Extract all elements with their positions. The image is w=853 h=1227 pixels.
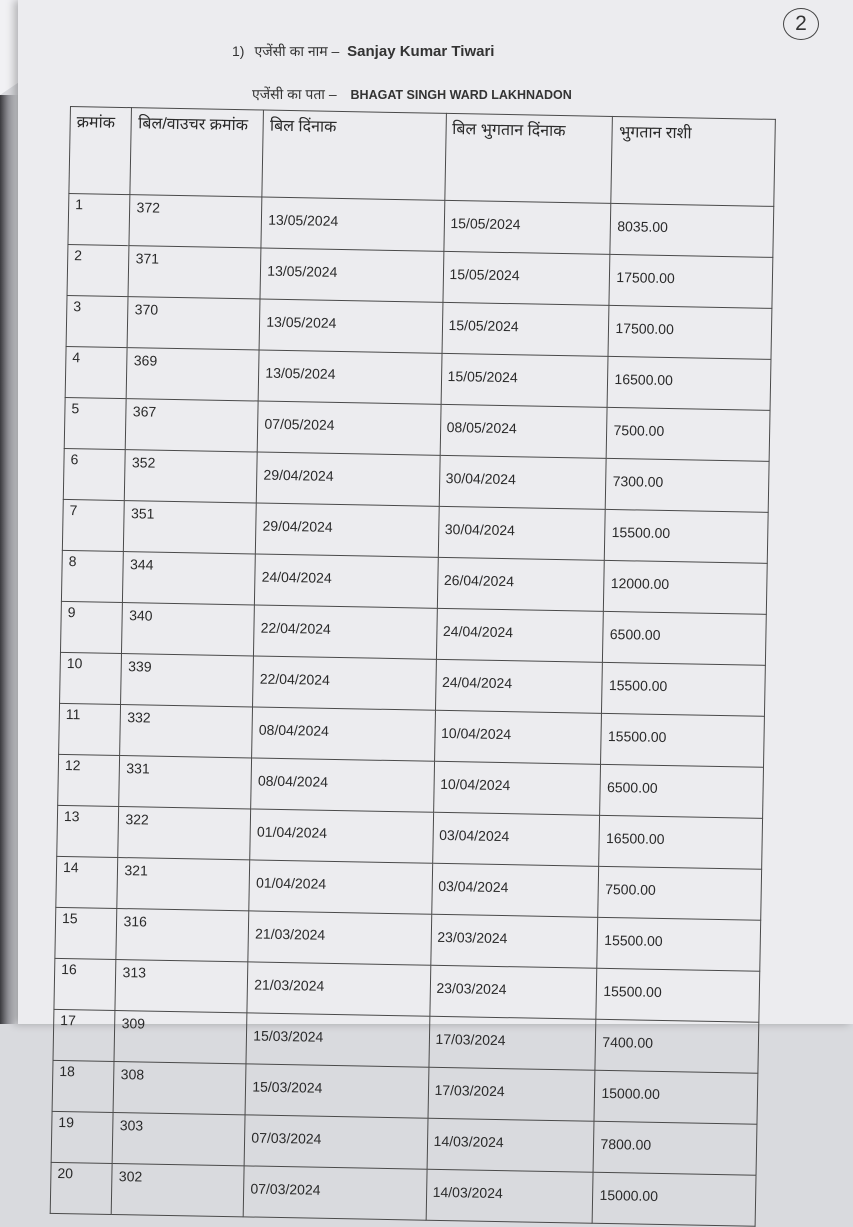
amount-cell: 7500.00 — [607, 407, 770, 461]
header-serial: क्रमांक — [69, 107, 132, 195]
amount-cell: 6500.00 — [603, 611, 766, 665]
bill-number-cell: 313 — [115, 959, 248, 1012]
bill-number-cell: 367 — [126, 399, 259, 452]
bill-date-cell: 29/04/2024 — [256, 503, 439, 557]
header-amount: भुगतान राशी — [611, 116, 775, 206]
item-index: 1) — [232, 43, 245, 59]
amount-cell: 7400.00 — [595, 1019, 758, 1073]
payment-date-cell: 17/03/2024 — [428, 1067, 596, 1121]
amount-cell: 15500.00 — [605, 509, 768, 563]
amount-cell: 7800.00 — [593, 1121, 756, 1175]
amount-cell: 15500.00 — [596, 968, 759, 1022]
bill-number-cell: 351 — [124, 501, 257, 554]
amount-cell: 17500.00 — [608, 305, 771, 359]
bill-number-cell: 316 — [116, 909, 249, 962]
payment-date-cell: 30/04/2024 — [438, 506, 606, 560]
bill-date-cell: 13/05/2024 — [260, 248, 443, 302]
serial-cell: 3 — [66, 295, 128, 347]
bill-date-cell: 15/03/2024 — [245, 1064, 428, 1118]
bill-date-cell: 22/04/2024 — [253, 656, 436, 710]
header-payment-date: बिल भुगतान दिंनाक — [444, 113, 612, 203]
serial-cell: 1 — [68, 193, 130, 245]
serial-cell: 6 — [63, 448, 125, 500]
amount-cell: 15500.00 — [597, 917, 760, 971]
amount-cell: 7500.00 — [598, 866, 761, 920]
bill-date-cell: 07/05/2024 — [257, 401, 440, 455]
serial-cell: 14 — [56, 856, 118, 908]
payment-date-cell: 10/04/2024 — [434, 710, 602, 764]
payment-date-cell: 03/04/2024 — [432, 812, 600, 866]
amount-cell: 12000.00 — [604, 560, 767, 614]
bill-number-cell: 339 — [121, 654, 254, 707]
payment-date-cell: 03/04/2024 — [431, 863, 599, 917]
payment-table-wrapper — [50, 106, 776, 1227]
bill-number-cell: 340 — [122, 603, 255, 656]
payment-date-cell: 14/03/2024 — [426, 1169, 594, 1223]
bill-number-cell: 321 — [117, 858, 250, 911]
bill-date-cell: 13/05/2024 — [258, 350, 441, 404]
bill-date-cell: 08/04/2024 — [252, 707, 435, 761]
serial-cell: 13 — [57, 805, 119, 857]
bill-number-cell: 369 — [127, 348, 260, 401]
bill-number-cell: 302 — [112, 1163, 245, 1216]
bill-date-cell: 07/03/2024 — [243, 1166, 426, 1220]
bill-number-cell: 372 — [129, 195, 262, 248]
payment-date-cell: 30/04/2024 — [439, 455, 607, 509]
amount-cell: 6500.00 — [600, 764, 763, 818]
serial-cell: 18 — [52, 1060, 114, 1112]
payment-date-cell: 10/04/2024 — [433, 761, 601, 815]
bill-date-cell: 07/03/2024 — [244, 1115, 427, 1169]
amount-cell: 15500.00 — [601, 713, 764, 767]
amount-cell: 15000.00 — [593, 1172, 756, 1226]
bill-date-cell: 21/03/2024 — [247, 962, 430, 1016]
table-header-row — [69, 107, 775, 207]
bill-date-cell: 01/04/2024 — [250, 809, 433, 863]
payment-date-cell: 15/05/2024 — [443, 200, 611, 254]
bill-number-cell: 308 — [114, 1061, 247, 1114]
bill-number-cell: 370 — [128, 297, 261, 350]
amount-cell: 15500.00 — [602, 662, 765, 716]
header-bill-number: बिल/वाउचर क्रमांक — [130, 108, 263, 197]
amount-cell: 16500.00 — [608, 356, 771, 410]
amount-cell: 7300.00 — [606, 458, 769, 512]
bill-number-cell: 332 — [120, 705, 253, 758]
bill-date-cell: 13/05/2024 — [259, 299, 442, 353]
bill-date-cell: 21/03/2024 — [248, 911, 431, 965]
bill-number-cell: 344 — [123, 552, 256, 605]
serial-cell: 8 — [61, 550, 123, 602]
payment-date-cell: 15/05/2024 — [442, 302, 610, 356]
payment-date-cell: 24/04/2024 — [436, 608, 604, 662]
payment-date-cell: 24/04/2024 — [435, 659, 603, 713]
bill-date-cell: 15/03/2024 — [246, 1013, 429, 1067]
bill-number-cell: 331 — [119, 756, 252, 809]
agency-address: BHAGAT SINGH WARD LAKHNADON — [350, 88, 572, 102]
serial-cell: 15 — [55, 907, 117, 959]
header-bill-date: बिल दिंनाक — [262, 110, 446, 200]
bill-number-cell: 322 — [118, 807, 251, 860]
bill-number-cell: 371 — [129, 246, 262, 299]
serial-cell: 2 — [67, 244, 129, 296]
bill-date-cell: 08/04/2024 — [251, 758, 434, 812]
payment-date-cell: 15/05/2024 — [442, 251, 610, 305]
amount-cell: 15000.00 — [594, 1070, 757, 1124]
payment-date-cell: 23/03/2024 — [429, 965, 597, 1019]
serial-cell: 11 — [59, 703, 121, 755]
bill-number-cell: 303 — [113, 1112, 246, 1165]
agency-name-label: एजेंसी का नाम – — [254, 43, 340, 59]
bill-date-cell: 29/04/2024 — [257, 452, 440, 506]
payment-date-cell: 23/03/2024 — [430, 914, 598, 968]
serial-cell: 9 — [60, 601, 122, 653]
agency-address-line — [252, 85, 572, 104]
serial-cell: 12 — [58, 754, 120, 806]
payment-date-cell: 08/05/2024 — [440, 404, 608, 458]
serial-cell: 5 — [64, 397, 126, 449]
bill-date-cell: 13/05/2024 — [261, 197, 444, 251]
payment-date-cell: 26/04/2024 — [437, 557, 605, 611]
agency-address-label: एजेंसी का पता – — [252, 86, 337, 102]
payment-date-cell: 14/03/2024 — [427, 1118, 595, 1172]
payment-date-cell: 17/03/2024 — [428, 1016, 596, 1070]
bill-date-cell: 01/04/2024 — [249, 860, 432, 914]
serial-cell: 4 — [65, 346, 127, 398]
page-number: 2 — [783, 8, 819, 40]
bill-date-cell: 22/04/2024 — [254, 605, 437, 659]
serial-cell: 20 — [50, 1162, 112, 1214]
payment-table — [50, 106, 776, 1227]
amount-cell: 8035.00 — [610, 203, 773, 257]
bill-number-cell: 309 — [114, 1010, 247, 1063]
bill-date-cell: 24/04/2024 — [255, 554, 438, 608]
agency-name-line — [232, 42, 494, 61]
serial-cell: 16 — [54, 958, 116, 1010]
serial-cell: 10 — [60, 652, 122, 704]
amount-cell: 16500.00 — [599, 815, 762, 869]
bill-number-cell: 352 — [125, 450, 258, 503]
serial-cell: 19 — [51, 1111, 113, 1163]
serial-cell: 17 — [53, 1009, 115, 1061]
payment-date-cell: 15/05/2024 — [441, 353, 609, 407]
serial-cell: 7 — [62, 499, 124, 551]
amount-cell: 17500.00 — [609, 254, 772, 308]
agency-name: Sanjay Kumar Tiwari — [347, 43, 495, 60]
